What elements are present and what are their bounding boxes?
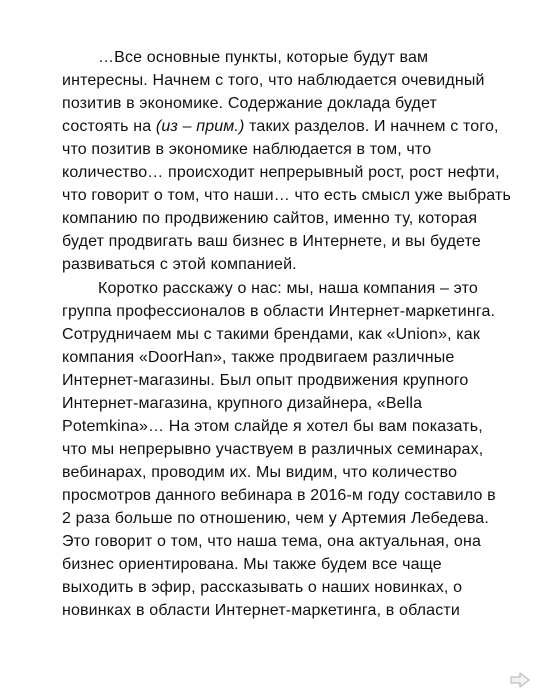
italic-note: (из – прим.) bbox=[155, 118, 245, 136]
text-line: позитив в экономике. Содержание доклада будет bbox=[62, 95, 438, 113]
text-line bbox=[62, 117, 499, 137]
text-line: просмотров данного вебинара в 2016-м году составило в bbox=[62, 486, 496, 504]
arrow-right-icon[interactable] bbox=[509, 672, 531, 688]
text-line: что позитив в экономике наблюдается в том, что bbox=[62, 141, 432, 159]
text-line: Коротко расскажу о нас: мы, наша компания – это bbox=[98, 279, 478, 297]
text-line: Сотрудничаем мы с такими брендами, как «Union», как bbox=[62, 325, 481, 343]
text-line: вебинарах, проводим их. Мы видим, что количество bbox=[62, 463, 458, 481]
text-line: 2 раза больше по отношению, чем у Артемия Лебедева. bbox=[62, 510, 489, 527]
text-segment: состоять на bbox=[62, 118, 156, 136]
text-line: бизнес ориентирована. Мы также будем все чаще bbox=[62, 556, 442, 574]
text-line: компанию по продвижению сайтов, именно ту, которая bbox=[62, 210, 478, 228]
text-line: что говорит о том, что наши… что есть смысл уже выбрать bbox=[62, 187, 511, 205]
text-line: компания «DoorHan», также продвигаем различные bbox=[62, 348, 455, 366]
text-line: новинках в области Интернет-маркетинга, в области bbox=[62, 602, 460, 620]
text-line: что мы непрерывно участвуем в различных семинарах, bbox=[62, 440, 484, 458]
text-line: интересны. Начнем с того, что наблюдается очевидный bbox=[62, 72, 485, 90]
text-line: развиваться с этой компанией. bbox=[62, 256, 297, 274]
text-line: Это говорит о том, что наша тема, она актуальная, она bbox=[62, 533, 481, 551]
text-line: Интернет-магазина, крупного дизайнера, «Bella bbox=[62, 394, 423, 412]
text-line: выходить в эфир, рассказывать о наших новинках, о bbox=[62, 579, 463, 597]
text-line: …Все основные пункты, которые будут вам bbox=[98, 49, 429, 66]
text-segment: таких разделов. И начнем с того, bbox=[244, 118, 499, 136]
text-line: Интернет-магазины. Был опыт продвижения крупного bbox=[62, 371, 469, 389]
text-line: группа профессионалов в области Интернет-маркетинга. bbox=[62, 302, 496, 320]
text-line: количество… происходит непрерывный рост, рост нефти, bbox=[62, 164, 500, 182]
text-line: Potemkina»… На этом слайде я хотел бы вам показать, bbox=[62, 417, 483, 435]
text-line: будет продвигать ваш бизнес в Интернете, и вы будете bbox=[62, 233, 481, 251]
